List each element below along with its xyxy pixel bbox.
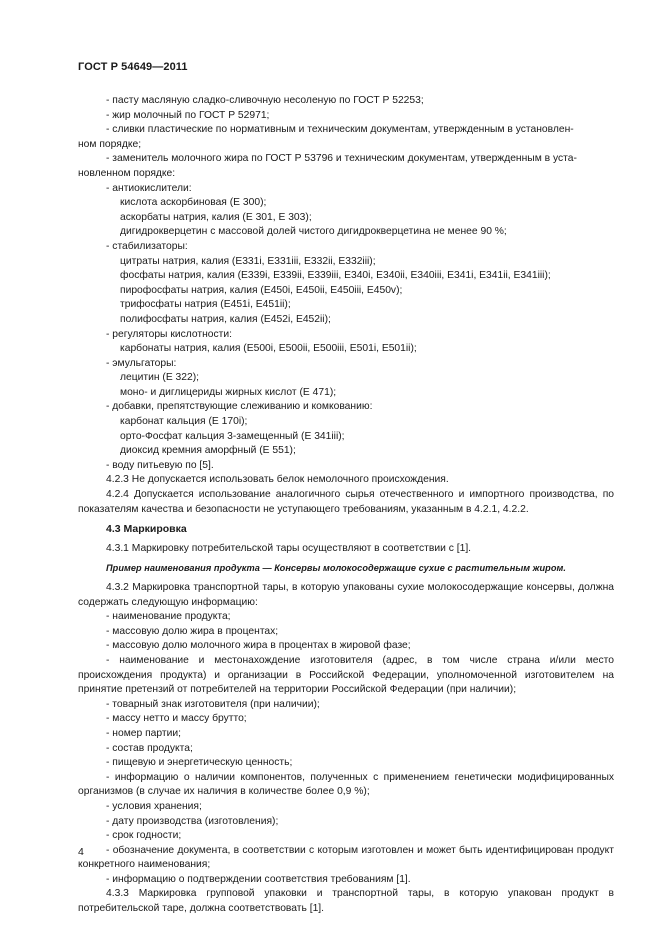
additive-entry: цитраты натрия, калия (Е331i, Е331iii, Е332ii, Е332iii); [120,255,376,267]
additive-entry: полифосфаты натрия, калия (Е452i, Е452ii); [120,313,331,325]
list-item: - заменитель молочного жира по ГОСТ Р 53796 и техническим документам, утвержденным в уста- [106,153,577,165]
marking-item: - срок годности; [106,830,182,842]
paragraph-4-3-3: 4.3.3 Маркировка групповой упаковки и транспортной тары, в которую упакован продукт в потребительской таре, должна соответствовать [1]. [78,888,614,915]
paragraph-4-2-3: 4.2.3 Не допускается использовать белок немолочного происхождения. [106,474,449,486]
marking-item: - массу нетто и массу брутто; [106,713,247,725]
marking-item: - массовую долю молочного жира в процентах в жировой фазе; [106,640,411,652]
paragraph-4-2-4: 4.2.4 Допускается использование аналогичного сырья отечественного и импортного производства, по показателям качества и безопасности не уступающего требованиям, указанным в 4.2.1, 4.2.2. [78,489,614,515]
marking-item: - пищевую и энергетическую ценность; [106,757,293,769]
additive-entry: кислота аскорбиновая (Е 300); [120,197,267,209]
additive-group: - регуляторы кислотности: [106,328,232,340]
section-heading-4-3: 4.3 Маркировка [106,523,187,536]
additive-group: - добавки, препятствующие слеживанию и комкованию: [106,401,373,413]
additive-entry: лецитин (Е 322); [120,372,200,384]
additive-entry: карбонаты натрия, калия (Е500i, Е500ii, Е500iii, Е501i, Е501ii); [120,343,417,355]
additive-entry: аскорбаты натрия, калия (Е 301, Е 303); [120,211,312,223]
additive-entry: пирофосфаты натрия, калия (Е450i, Е450ii, Е450iii, Е450v); [120,284,403,296]
document-body [78,94,614,917]
marking-item: - информацию о наличии компонентов, полученных с применением генетически модифицированных организмов (в случае их наличия в количестве более 0,9 %); [78,771,614,798]
additive-group: - эмульгаторы: [106,357,177,369]
paragraph-4-3-2: 4.3.2 Маркировка транспортной тары, в которую упакованы сухие молокосодержащие консервы, должна содержать следующую информацию: [78,582,614,608]
marking-list [78,610,614,887]
marking-item: - массовую долю жира в процентах; [106,625,279,637]
document-header: ГОСТ Р 54649—2011 [78,61,188,73]
additive-entry: карбонат кальция (Е 170i); [120,416,248,428]
list-item-continuation: новленном порядке: [78,167,176,179]
additive-entry: дигидрокверцетин с массовой долей чистого дигидрокверцетина не менее 90 %; [120,226,507,238]
additive-entry: орто-Фосфат кальция 3-замещенный (Е 341iii); [120,430,345,442]
additive-entry: диоксид кремния аморфный (Е 551); [120,445,296,457]
marking-item: - номер партии; [106,727,181,739]
marking-item: - наименование и местонахождение изготовителя (адрес, в том числе страна и/или место происхождения продукта) и организации в Российской Федерации, уполномоченной изготовителем на принятие претензий от потребителей на территории Российской Федерации (при наличии); [78,654,614,696]
example-note: Пример наименования продукта — Консервы молокосодержащие сухие с растительным жиром. [106,563,566,574]
page-number: 4 [78,846,84,858]
additives-list [78,182,614,474]
marking-item: - наименование продукта; [106,611,231,623]
additive-group: - стабилизаторы: [106,240,188,252]
additive-entry: моно- и диглицериды жирных кислот (Е 471); [120,386,337,398]
additive-entry: фосфаты натрия, калия (Е339i, Е339ii, Е339iii, Е340i, Е340ii, Е340iii, Е341i, Е341ii, Е341iii); [120,270,551,282]
additive-group: - антиокислители: [106,182,192,194]
marking-item: - обозначение документа, в соответствии с которым изготовлен и может быть идентифицирован продукт конкретного наименования; [78,844,614,871]
additive-group: - воду питьевую по [5]. [106,459,214,471]
list-item-continuation: ном порядке; [78,138,142,150]
marking-item: - состав продукта; [106,742,193,754]
marking-item: - информацию о подтверждении соответствия требованиям [1]. [106,873,411,885]
list-item: - пасту масляную сладко-сливочную несоленую по ГОСТ Р 52253; [106,95,424,106]
marking-item: - условия хранения; [106,800,202,812]
paragraph-4-3-1: 4.3.1 Маркировку потребительской тары осуществляют в соответствии с [1]. [106,542,472,554]
list-item: - сливки пластические по нормативным и техническим документам, утвержденным в установлен- [106,124,574,136]
marking-item: - товарный знак изготовителя (при наличии); [106,698,320,710]
additive-entry: трифосфаты натрия (Е451i, Е451ii); [120,299,291,311]
marking-item: - дату производства (изготовления); [106,815,279,827]
list-item: - жир молочный по ГОСТ Р 52971; [106,109,270,121]
